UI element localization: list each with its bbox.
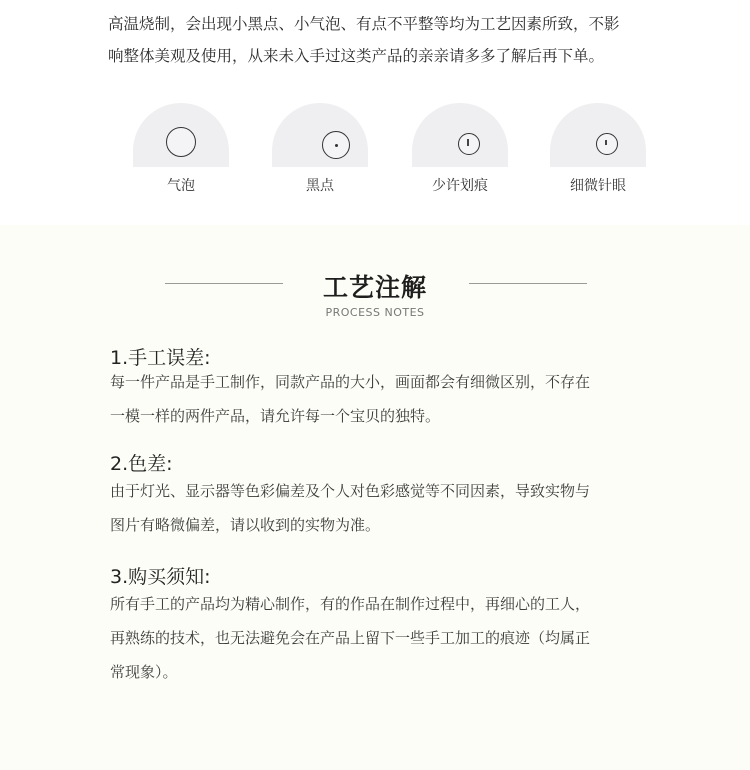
defect-label-black-dot: 黑点 (306, 178, 334, 194)
defect-bubble (133, 103, 229, 194)
scratch-icon (412, 103, 508, 167)
note-2-line-1: 由于灯光、显示器等色彩偏差及个人对色彩感觉等不同因素，导致实物与 (110, 482, 591, 500)
defect-label-scratch: 少许划痕 (432, 178, 488, 194)
note-heading-3: 3.购买须知: (110, 566, 211, 588)
note-3-line-2: 再熟练的技术，也无法避免会在产品上留下一些手工加工的痕迹（均属正 (110, 629, 591, 647)
section-subtitle: PROCESS NOTES (325, 306, 425, 319)
defect-label-pinhole: 细微针眼 (570, 178, 626, 194)
note-heading-2: 2.色差: (110, 453, 173, 475)
section-title: 工艺注解 (322, 273, 427, 302)
defect-black-dot (272, 103, 368, 194)
defect-label-bubble: 气泡 (167, 178, 195, 194)
pinhole-icon (550, 103, 646, 167)
intro-text (108, 8, 708, 72)
intro-line-2: 响整体美观及使用，从来未入手过这类产品的亲亲请多多了解后再下单。 (108, 47, 605, 65)
note-3-line-3: 常现象）。 (110, 663, 178, 681)
note-body-2 (110, 474, 670, 542)
note-body-1 (110, 365, 670, 433)
note-1-line-1: 每一件产品是手工制作，同款产品的大小，画面都会有细微区别，不存在 (110, 373, 591, 391)
bubble-icon (133, 103, 229, 167)
note-heading-1: 1.手工误差: (110, 347, 211, 369)
black-dot-icon (272, 103, 368, 167)
note-body-3 (110, 587, 670, 689)
defect-pinhole (550, 103, 646, 194)
note-1-line-2: 一模一样的两件产品，请允许每一个宝贝的独特。 (110, 407, 441, 425)
defect-scratch (412, 103, 508, 194)
note-3-line-1: 所有手工的产品均为精心制作，有的作品在制作过程中，再细心的工人， (110, 595, 591, 613)
intro-line-1: 高温烧制，会出现小黑点、小气泡、有点不平整等均为工艺因素所致，不影 (108, 15, 620, 33)
note-2-line-2: 图片有略微偏差，请以收到的实物为准。 (110, 516, 381, 534)
